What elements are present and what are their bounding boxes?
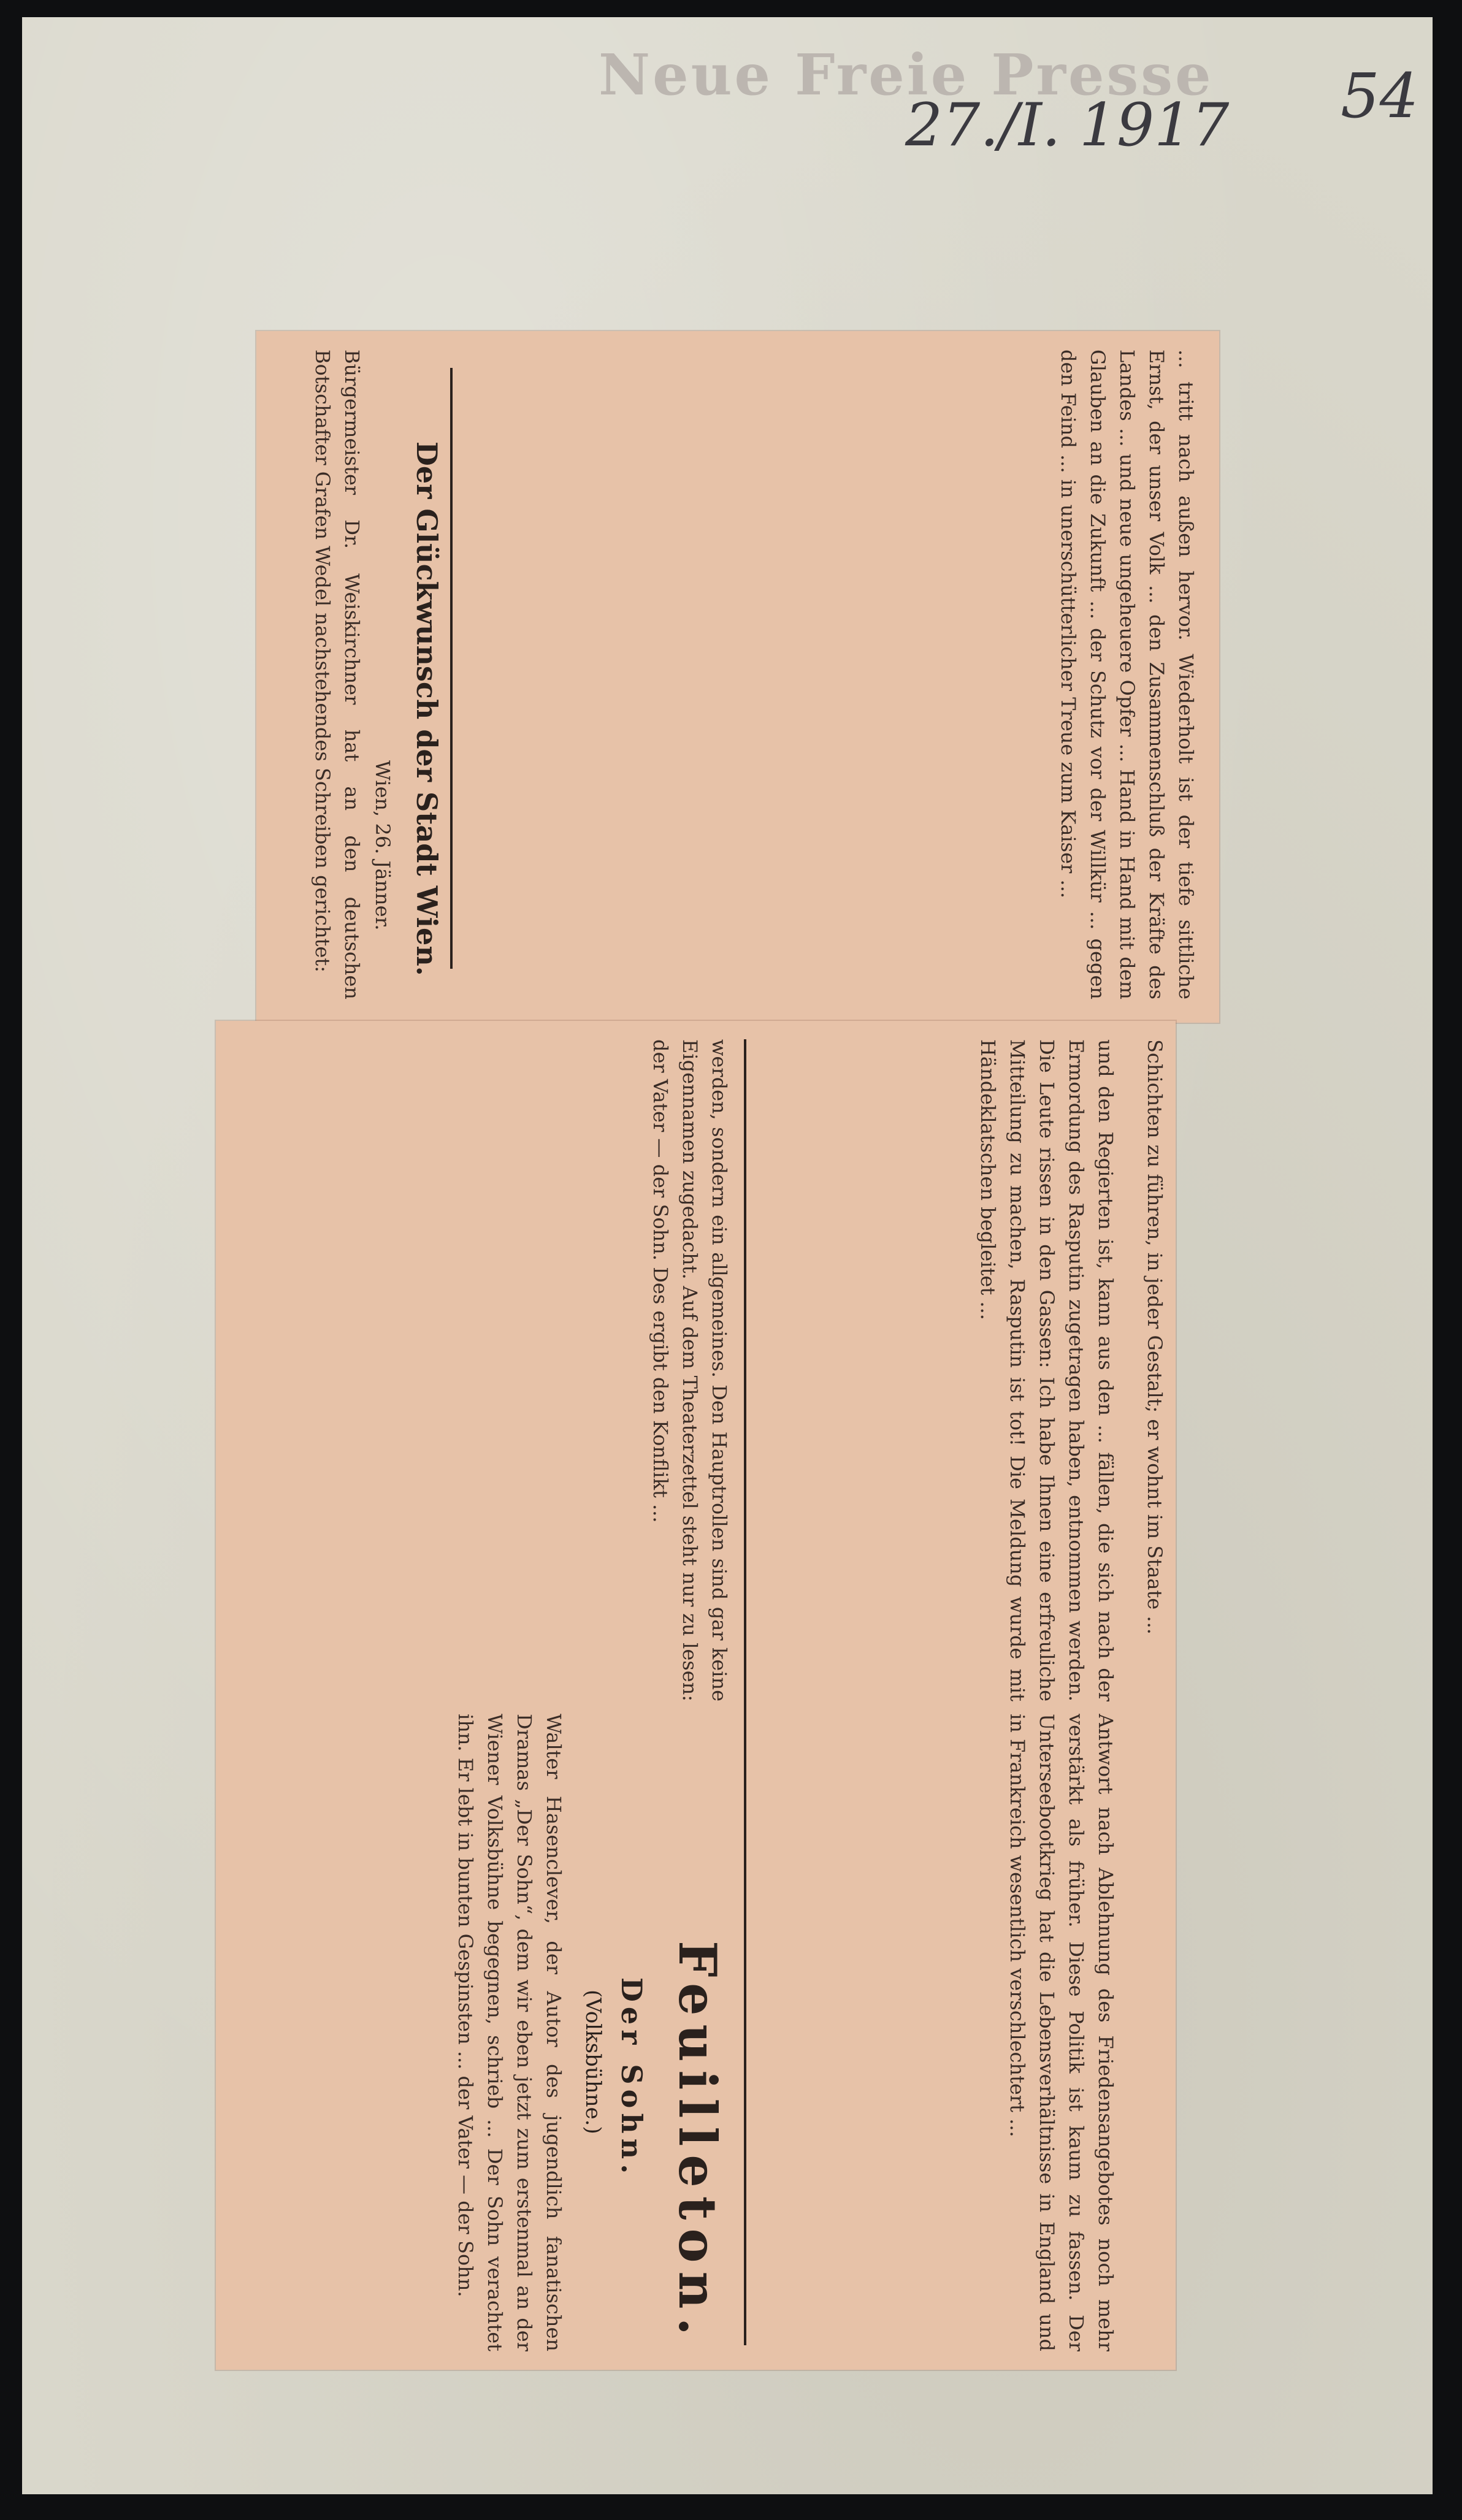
feuilleton-subtitle: Der Sohn.	[615, 1977, 648, 2179]
handwritten-page-number: 54	[1341, 60, 1419, 132]
heading-rule	[450, 368, 453, 969]
upper-clipping	[256, 331, 1219, 1023]
lower-right-column: und den Regierten ist, kann aus den ... fällen, die sich nach der Ermordung des Rasputin zugetragen haben, entnommen werden. Die Leute rissen in den Gassen: Ich habe Ihnen eine erfreuliche Mitteilung zu machen, Rasputin ist tot! Die Meldung wurde mit Händeklatschen begleitet ...	[976, 1039, 1117, 1701]
upper-heading: Der Glückwunsch der Stadt Wien.	[410, 441, 443, 976]
handwritten-date: 27./I. 1917	[905, 91, 1230, 159]
feuilleton-text: Walter Hasenclever, der Autor des jugendlich fanatischen Dramas „Der Sohn“, dem wir eben jetzt zum erstenmal an der Wiener Volksbühne begegnen, schrieb ... Der Sohn verachtet ihn. Er lebt in bunten Gespinsten ... der Vater — der Sohn.	[454, 1714, 565, 2351]
column-rule	[744, 1039, 746, 2345]
lower-left-column: Antwort nach Ablehnung des Friedensangebotes noch mehr verstärkt als früher. Diese Politik ist kaum zu fassen. Der Unterseebootkrieg hat die Lebensverhältnisse in England und in Frankreich wesentlich verschlechtert ...	[1006, 1714, 1117, 2351]
lower-top-text: Schichten zu führen, in jeder Gestalt; er wohnt im Staate ...	[1143, 1039, 1166, 1635]
masthead-stamp: Neue Freie Presse	[599, 42, 1214, 108]
feuilleton-venue: (Volksbühne.)	[581, 1990, 605, 2134]
feuilleton-title: Feuilleton.	[667, 1941, 728, 2344]
upper-closing: Bürgermeister Dr. Weiskirchner hat an den deutschen Botschafter Grafen Wedel nachstehendes Schreiben gerichtet:	[311, 349, 364, 999]
upper-body-text: ... tritt nach außen hervor. Wiederholt ist der tiefe sittliche Ernst, der unser Volk ... den Zusammenschluß der Kräfte des Landes ... und neue ungeheuere Opfer ... Hand in Hand mit dem Glauben an die Zukunft ... der Schutz vor der Willkür ... gegen den Feind ... in unerschütterlicher Treue zum Kaiser ...	[1057, 349, 1198, 999]
upper-dateline: Wien, 26. Jänner.	[371, 760, 394, 931]
lower-clipping	[216, 1021, 1176, 2370]
lower-right-bottom: werden, sondern ein allgemeines. Den Hauptrollen sind gar keine Eigennamen zugedacht. Auf dem Theaterzettel steht nur zu lesen: der Vater — der Sohn. Des ergibt den Konflikt ...	[649, 1039, 731, 1701]
